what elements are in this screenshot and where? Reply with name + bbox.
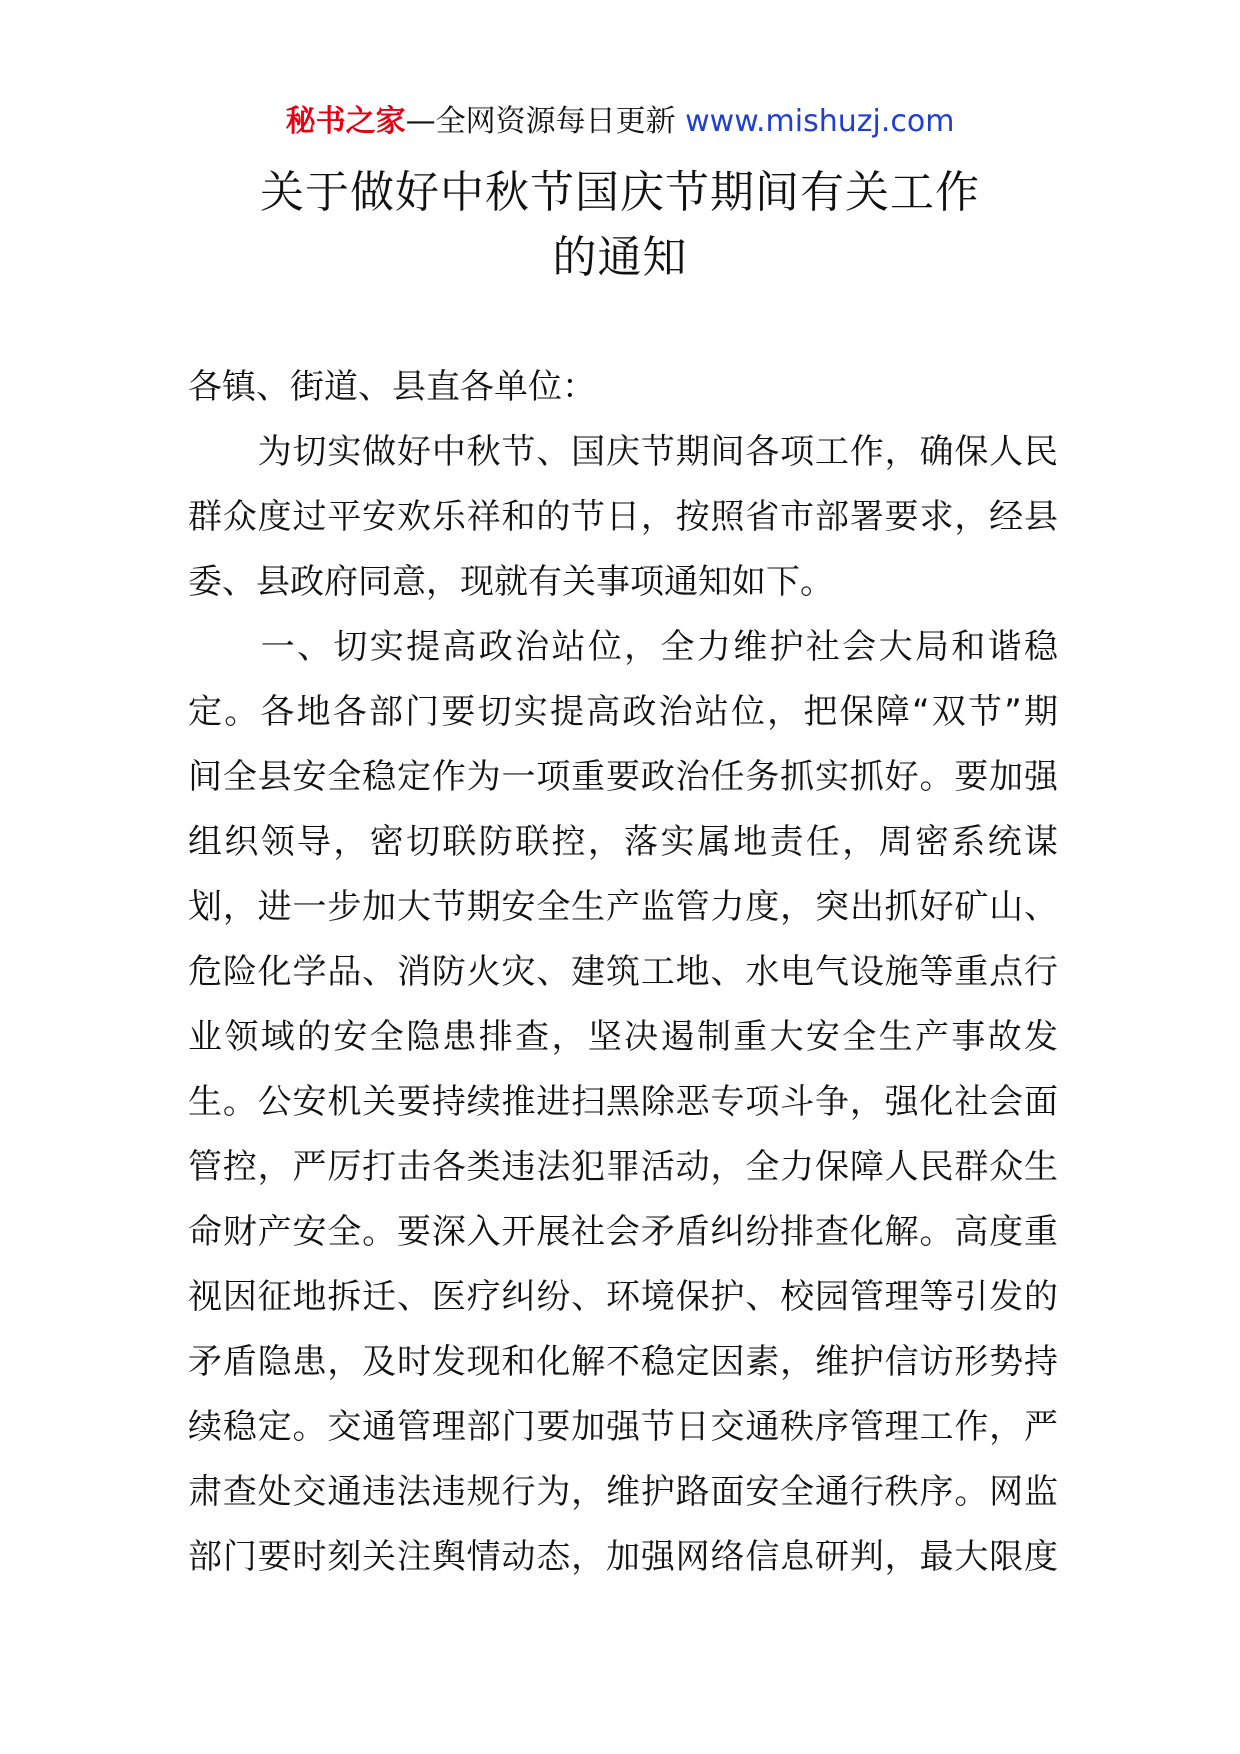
brand-name: 秘书之家 <box>285 104 406 139</box>
text-line: 肃查处交通违法违规行为，维护路面安全通行秩序。网监 <box>188 1472 1058 1512</box>
text-line: 视因征地拆迁、医疗纠纷、环境保护、校园管理等引发的 <box>188 1277 1058 1317</box>
text-line: 管控，严厉打击各类违法犯罪活动，全力保障人民群众生 <box>188 1147 1058 1187</box>
text-line: 群众度过平安欢乐祥和的节日，按照省市部署要求，经县 <box>188 497 1058 537</box>
text-line: 矛盾隐患，及时发现和化解不稳定因素，维护信访形势持 <box>188 1342 1058 1382</box>
text-line: 组织领导，密切联防联控，落实属地责任，周密系统谋 <box>188 822 1058 862</box>
salutation: 各镇、街道、县直各单位： <box>188 367 596 407</box>
text-line: 业领域的安全隐患排查，坚决遏制重大安全生产事故发 <box>188 1017 1058 1057</box>
text-line: 部门要时刻关注舆情动态，加强网络信息研判，最大限度 <box>188 1537 1058 1577</box>
text-line: 危险化学品、消防火灾、建筑工地、水电气设施等重点行 <box>188 952 1058 992</box>
text-line: 生。公安机关要持续推进扫黑除恶专项斗争，强化社会面 <box>188 1082 1058 1122</box>
text-line: 间全县安全稳定作为一项重要政治任务抓实抓好。要加强 <box>188 757 1058 797</box>
text-line: 划，进一步加大节期安全生产监管力度，突出抓好矿山、 <box>188 887 1058 927</box>
document-title-line-1: 关于做好中秋节国庆节期间有关工作 <box>260 167 980 218</box>
text-line: 命财产安全。要深入开展社会矛盾纠纷排查化解。高度重 <box>188 1212 1058 1252</box>
header-tagline: —全网资源每日更新 <box>405 104 676 139</box>
body-paragraphs <box>188 420 1058 1590</box>
text-line: 一、切实提高政治站位，全力维护社会大局和谐稳 <box>188 627 1058 667</box>
site-header <box>0 100 1240 144</box>
text-line: 为切实做好中秋节、国庆节期间各项工作，确保人民 <box>188 432 1058 472</box>
text-line: 续稳定。交通管理部门要加强节日交通秩序管理工作，严 <box>188 1407 1058 1447</box>
site-url-link[interactable]: www.mishuzj.com <box>685 104 955 139</box>
text-line: 委、县政府同意，现就有关事项通知如下。 <box>188 562 834 602</box>
document-title-line-2: 的通知 <box>552 232 688 283</box>
text-line: 定。各地各部门要切实提高政治站位，把保障“双节”期 <box>188 692 1058 732</box>
